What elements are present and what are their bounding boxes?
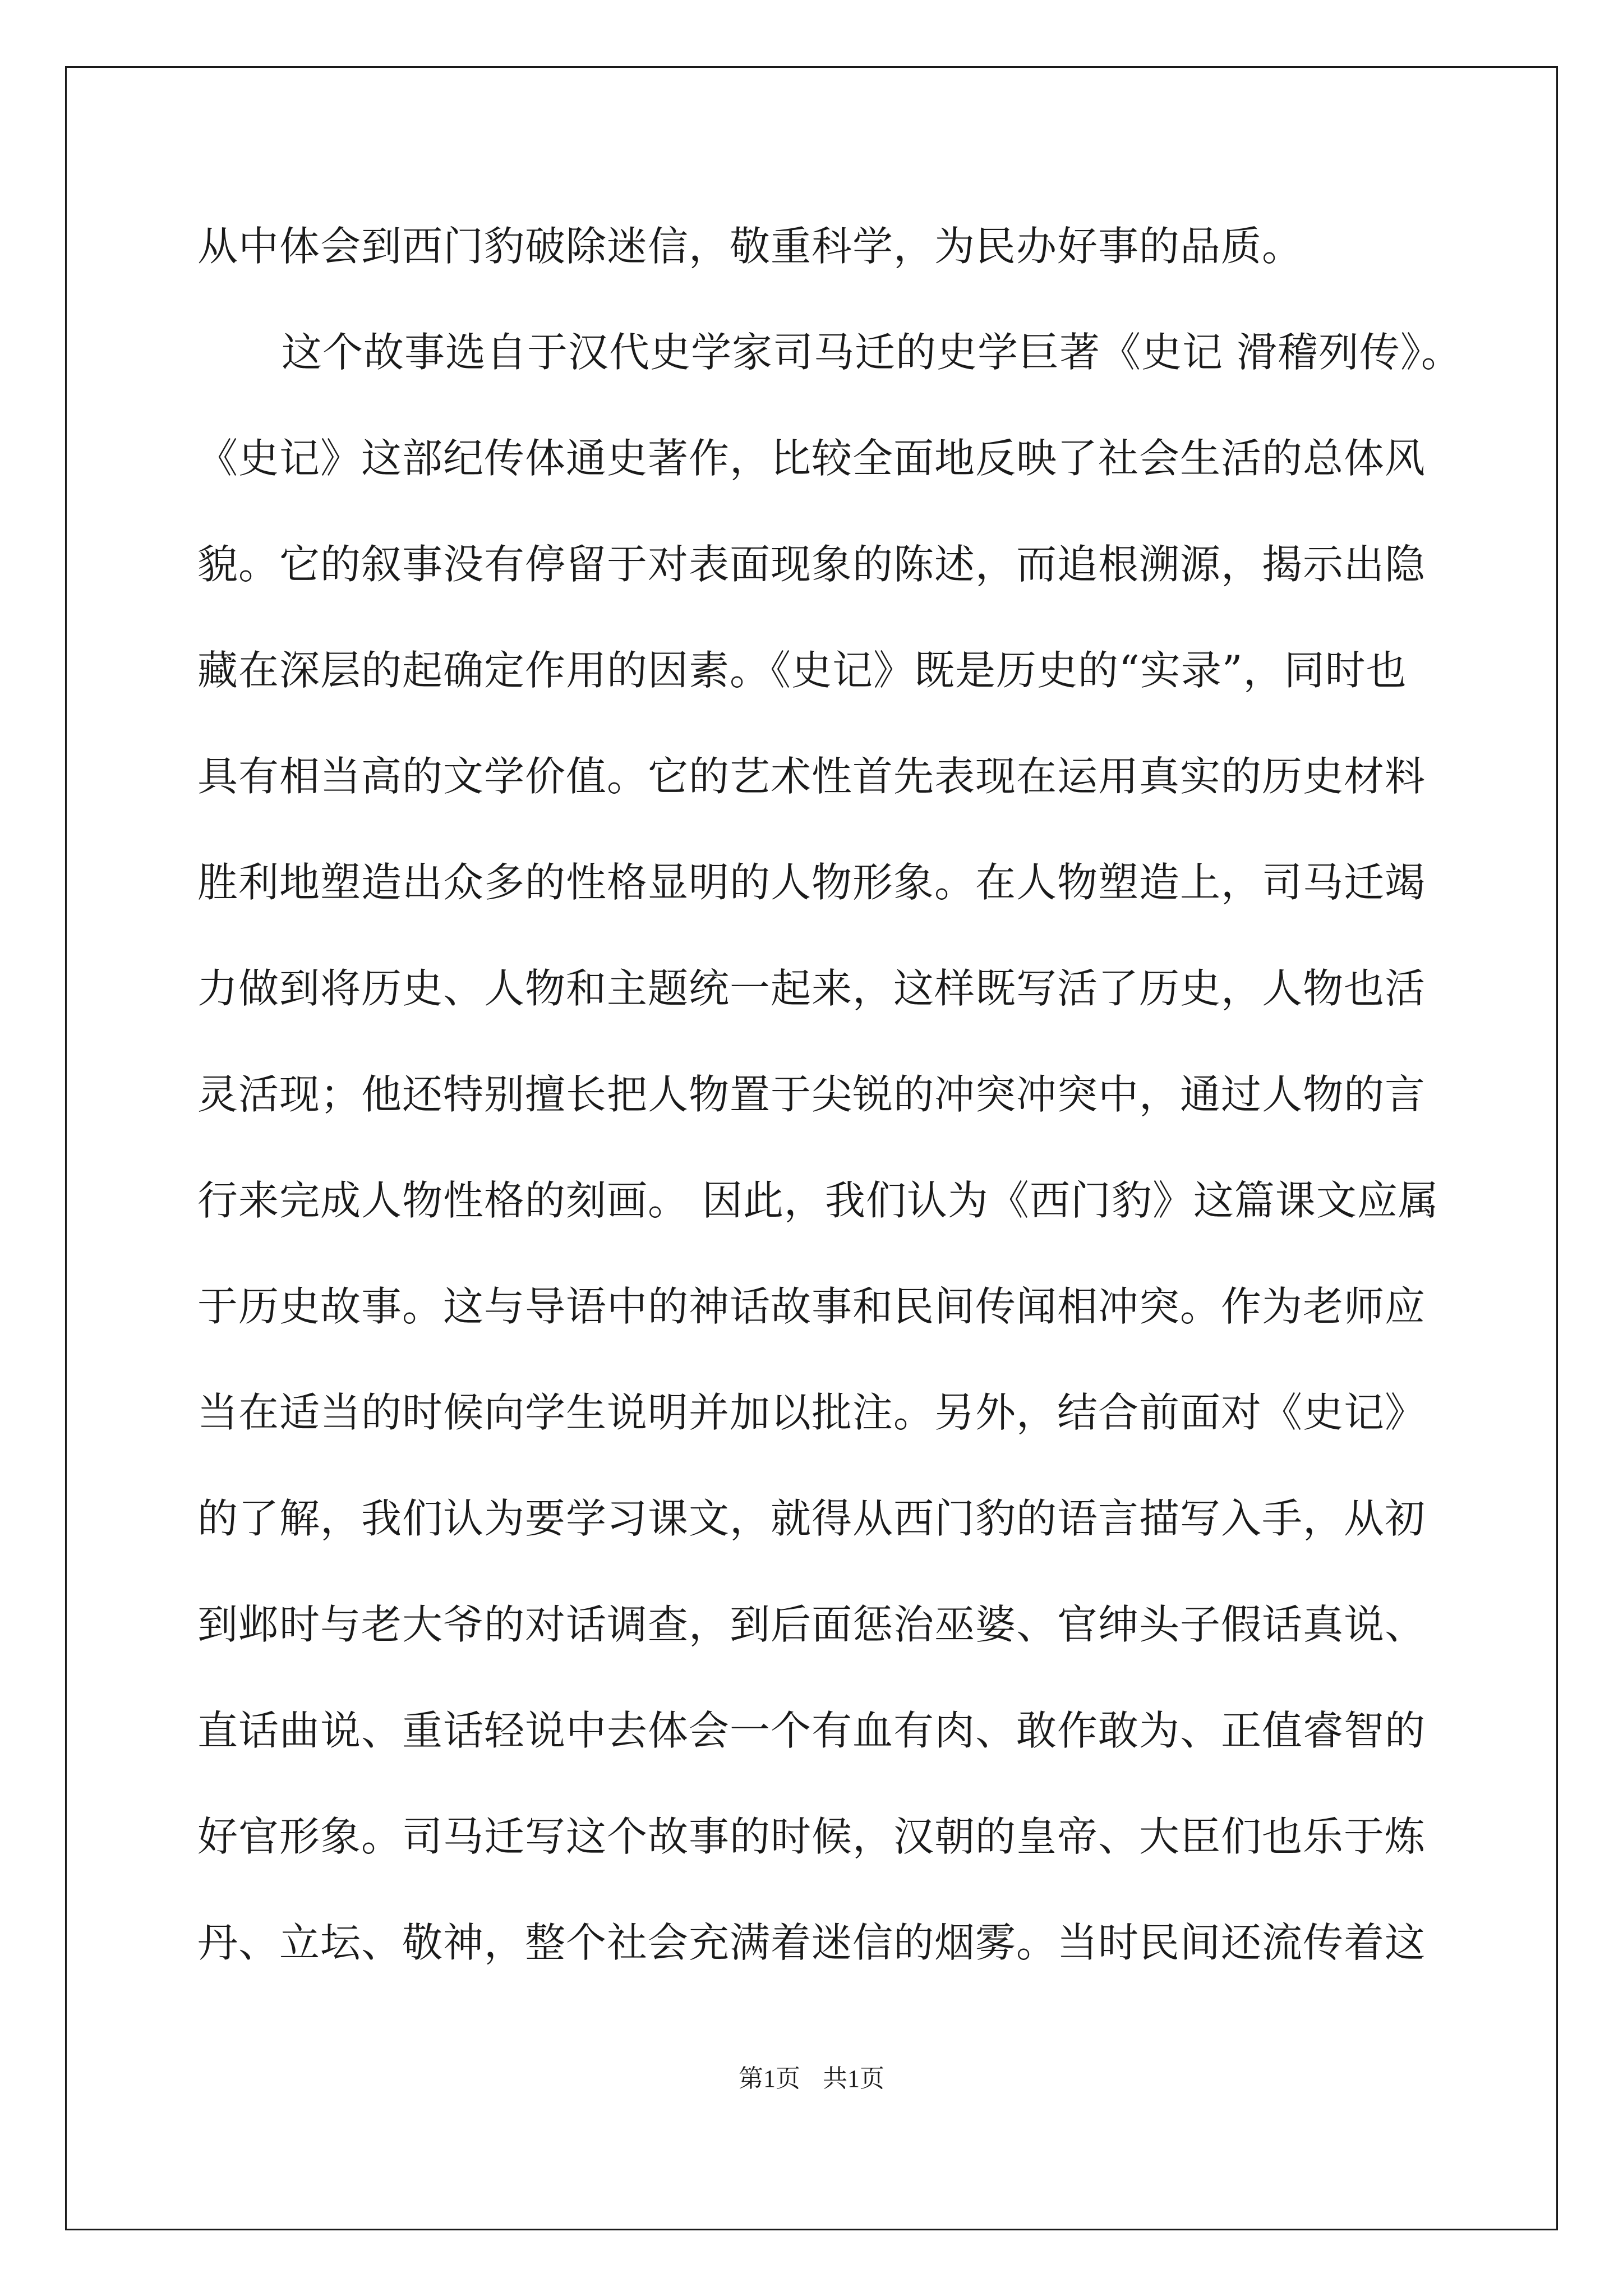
text-line: 的了解，我们认为要学习课文，就得从西门豹的语言描写入手，从初 [197,1495,1426,1542]
text-line: 于历史故事。这与导语中的神话故事和民间传闻相冲突。作为老师应 [197,1283,1426,1330]
text-line: 力做到将历史、人物和主题统一起来，这样既写活了历史，人物也活 [197,965,1426,1012]
text-line: 貌。它的叙事没有停留于对表面现象的陈述，而追根溯源，揭示出隐 [197,541,1426,588]
page-footer [0,2062,1623,2096]
text-line: 《史记》这部纪传体通史著作，比较全面地反映了社会生活的总体风 [197,435,1426,482]
text-line: 丹、立坛、敬神，整个社会充满着迷信的烟雾。当时民间还流传着这 [197,1919,1426,1966]
page-total: 共1页 [823,2065,884,2092]
text-line: 行来完成人物性格的刻画。 因此，我们认为《西门豹》这篇课文应属 [197,1177,1439,1224]
text-line: 从中体会到西门豹破除迷信，敬重科学，为民办好事的品质。 [197,223,1303,270]
text-line: 灵活现；他还特别擅长把人物置于尖锐的冲突冲突中，通过人物的言 [197,1071,1426,1118]
text-line: 当在适当的时候向学生说明并加以批注。另外，结合前面对《史记》 [197,1389,1426,1436]
text-line: 好官形象。司马迁写这个故事的时候，汉朝的皇帝、大臣们也乐于炼 [197,1813,1426,1860]
text-line: 到邺时与老大爷的对话调查，到后面惩治巫婆、官绅头子假话真说、 [197,1601,1426,1648]
text-line: 直话曲说、重话轻说中去体会一个有血有肉、敢作敢为、正值睿智的 [197,1707,1426,1754]
text-line: 这个故事选自于汉代史学家司马迁的史学巨著《史记 滑稽列传》。 [282,329,1462,376]
text-line: 胜利地塑造出众多的性格显明的人物形象。在人物塑造上，司马迁竭 [197,859,1426,906]
text-line: 具有相当高的文学价值。它的艺术性首先表现在运用真实的历史材料 [197,753,1426,800]
page-number: 第1页 [739,2065,800,2092]
text-line: 藏在深层的起确定作用的因素。《史记》既是历史的“实录”，同时也 [197,647,1407,694]
